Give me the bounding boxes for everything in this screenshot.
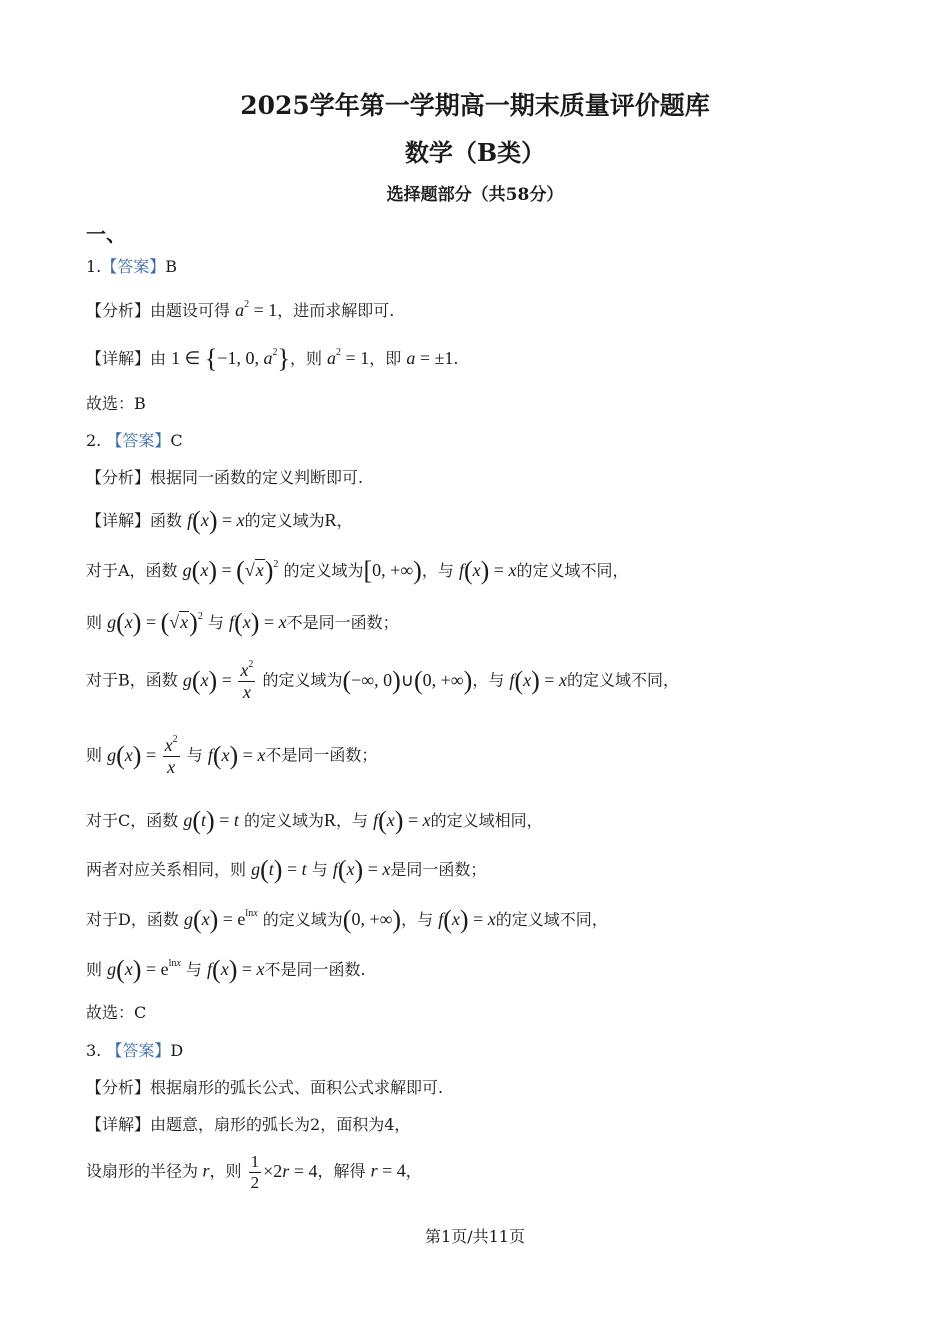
text: 对于B，函数 — [86, 670, 178, 690]
text: 由 — [150, 349, 167, 368]
q2-answer-tag: 【答案】 — [106, 431, 171, 450]
q2-number: 2. — [86, 431, 102, 450]
math-expression: $g(x) = (√x)^2$ — [107, 608, 203, 637]
text: 的定义域不同， — [516, 561, 629, 580]
text: 设扇形的半径为 — [86, 1161, 199, 1181]
text: ，与 — [401, 910, 434, 929]
text: R — [323, 810, 336, 830]
q3-answer-tag: 【答案】 — [106, 1041, 171, 1060]
analysis-tag: 【分析】 — [86, 301, 151, 320]
math-expression: f(x) = x — [438, 905, 496, 934]
q1-number: 1. — [86, 257, 102, 276]
q2-option-a — [86, 557, 628, 584]
math-expression: 1 ∈ {−1, 0, $a^2$} — [171, 344, 290, 373]
math-expression: f(x) = x — [509, 665, 567, 695]
text: 则 — [86, 613, 103, 632]
text: 与 — [185, 960, 202, 979]
text: 的定义域为 — [244, 511, 325, 530]
text: 根据同一函数的定义判断即可. — [150, 468, 364, 487]
math-expression: a = ±1 — [406, 348, 454, 368]
text: . — [453, 349, 459, 368]
text: ，与 — [336, 811, 369, 830]
q2-choice: 故选：C — [86, 1003, 147, 1022]
math-expression: f(x) = x — [332, 855, 391, 884]
q3-answer-line — [86, 1038, 183, 1064]
math-expression: $g(x) = e^{lnx}$ — [183, 905, 258, 934]
q3-detail-line2 — [86, 1152, 422, 1193]
math-expression: g(t) = t — [183, 806, 239, 835]
text: 函数 — [150, 511, 183, 530]
text: 不是同一函数； — [265, 745, 378, 765]
q3-detail — [86, 1112, 410, 1138]
text: 是同一函数； — [390, 860, 487, 879]
text: ，则 — [209, 1161, 242, 1181]
text: R — [324, 510, 337, 530]
text: 对于C，函数 — [86, 811, 179, 830]
q1-answer-line — [86, 254, 177, 280]
q2-option-d — [86, 906, 608, 933]
text: 与 — [311, 860, 328, 879]
part-heading: 一、 — [86, 222, 126, 246]
text: 对于D，函数 — [86, 910, 179, 929]
text: ，解得 — [317, 1161, 366, 1181]
math-expression: r = 4 — [370, 1160, 406, 1181]
text: 的定义域相同， — [430, 811, 543, 830]
text: ，则 — [289, 349, 322, 368]
text: 的定义域为 — [243, 811, 324, 830]
text: 由题意，扇形的弧长为2，面积为4， — [150, 1115, 411, 1134]
q2-option-d-conclusion — [86, 956, 366, 983]
text: 则 — [86, 745, 103, 765]
math-expression: f(x) = x — [373, 806, 431, 835]
math-expression: f(x) = x — [458, 556, 517, 585]
math-expression: $\frac{1}{2}$ ×2r = 4 — [250, 1152, 318, 1192]
analysis-tag: 【分析】 — [86, 1078, 151, 1097]
detail-tag: 【详解】 — [86, 511, 151, 530]
q1-choice: 故选：B — [86, 394, 146, 413]
math-expression: (0, +∞) — [342, 905, 402, 934]
math-expression: $g(x) = (√x)^2$ — [182, 556, 279, 585]
text: 根据扇形的弧长公式、面积公式求解即可. — [150, 1078, 444, 1097]
text: ，与 — [421, 561, 454, 580]
math-expression: f(x) = x — [229, 608, 287, 637]
text: ， — [336, 511, 353, 530]
page-footer: 第1页/共11页 — [425, 1227, 525, 1246]
q2-answer: C — [170, 431, 183, 450]
text: 两者对应关系相同，则 — [86, 860, 247, 879]
text: 与 — [207, 613, 224, 632]
q3-answer: D — [170, 1041, 184, 1060]
q2-detail — [86, 507, 353, 534]
q2-option-c-conclusion — [86, 856, 486, 883]
detail-tag: 【详解】 — [86, 349, 151, 368]
text: 不是同一函数. — [264, 960, 366, 979]
q2-answer-line — [86, 428, 183, 454]
text: ，进而求解即可. — [277, 301, 395, 320]
q1-analysis — [86, 297, 394, 324]
math-expression: g(x) = $\frac{x^2}{x}$ — [107, 734, 178, 777]
text: 则 — [86, 960, 103, 979]
q1-detail — [86, 345, 458, 372]
q1-answer: B — [165, 257, 178, 276]
math-expression: (−∞, 0)∪(0, +∞) — [342, 665, 473, 695]
text: 不是同一函数； — [286, 613, 399, 632]
text: 的定义域为 — [262, 910, 343, 929]
math-expression: $a^2 = 1$ — [235, 299, 278, 320]
q2-analysis — [86, 465, 363, 491]
q2-option-b — [86, 660, 679, 703]
q2-option-a-conclusion — [86, 609, 399, 636]
math-expression: [0, +∞) — [363, 556, 422, 585]
detail-tag: 【详解】 — [86, 1115, 151, 1134]
text: 对于A，函数 — [86, 561, 178, 580]
analysis-tag: 【分析】 — [86, 468, 151, 487]
text: 的定义域不同， — [495, 910, 608, 929]
text: 与 — [186, 745, 203, 765]
section-title: 选择题部分（共58分） — [386, 185, 564, 205]
q1-answer-tag: 【答案】 — [101, 257, 166, 276]
document-title: 2025学年第一学期高一期末质量评价题库 — [240, 91, 710, 120]
math-expression: r — [202, 1160, 210, 1181]
text: 由题设可得 — [150, 301, 231, 320]
text: ， — [405, 1161, 422, 1181]
subject-title: 数学（B类） — [404, 138, 546, 167]
q3-analysis — [86, 1075, 443, 1101]
text: ，与 — [472, 670, 505, 690]
text: 的定义域为 — [262, 670, 343, 690]
math-expression: f(x) = x — [207, 740, 266, 770]
q3-number: 3. — [86, 1041, 102, 1060]
text: 的定义域不同， — [566, 670, 679, 690]
q2-option-b-conclusion — [86, 735, 377, 778]
math-expression: $a^2 = 1$ — [327, 347, 370, 368]
text: 的定义域为 — [283, 561, 364, 580]
math-expression: f(x) = x — [187, 506, 245, 535]
text: ，即 — [369, 349, 402, 368]
math-expression: f(x) = x — [207, 955, 265, 984]
math-expression: g(t) = t — [251, 855, 307, 884]
math-expression: g(x) = $\frac{x^2}{x}$ — [182, 659, 254, 702]
math-expression: $g(x) = e^{lnx}$ — [107, 955, 181, 984]
q2-option-c — [86, 807, 543, 834]
